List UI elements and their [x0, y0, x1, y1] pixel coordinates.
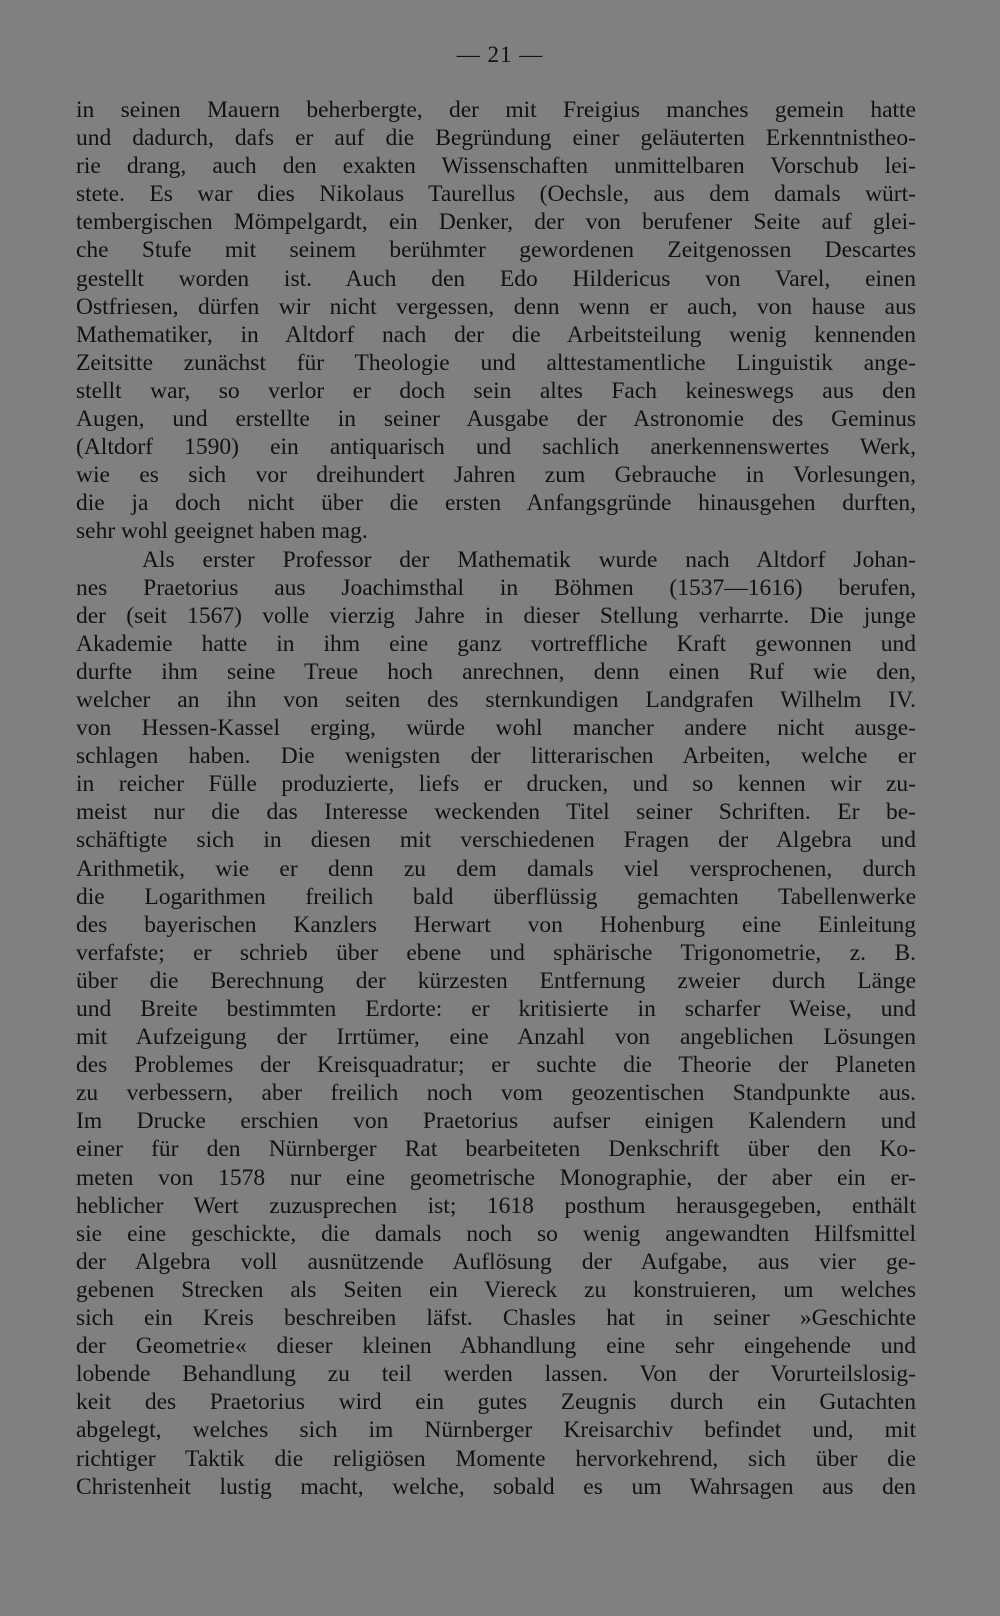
text-line: mit Aufzeigung der Irrtümer, eine Anzahl von angeblichen Lösungen [76, 1024, 916, 1051]
text-line: sich ein Kreis beschreiben läfst. Chasles hat in seiner »Geschichte [76, 1305, 916, 1332]
text-line: der Algebra voll ausnützende Auflösung der Aufgabe, aus vier ge- [76, 1248, 916, 1275]
text-line: sehr wohl geeignet haben mag. [76, 518, 368, 545]
text-line: gestellt worden ist. Auch den Edo Hildericus von Varel, einen [76, 265, 916, 292]
text-line: richtiger Taktik die religiösen Momente hervorkehrend, sich über die [76, 1445, 916, 1472]
text-line: meten von 1578 nur eine geometrische Monographie, der aber ein er- [76, 1164, 916, 1191]
text-line: von Hessen-Kassel erging, würde wohl mancher andere nicht ausge- [76, 715, 916, 742]
text-line: und dadurch, dafs er auf die Begründung einer geläuterten Erkenntnistheo- [76, 125, 916, 152]
text-line: verfafste; er schrieb über ebene und sphärische Trigonometrie, z. B. [76, 939, 916, 966]
text-line: Arithmetik, wie er denn zu dem damals viel versprochenen, durch [76, 855, 916, 882]
text-line: tembergischen Mömpelgardt, ein Denker, der von berufener Seite auf glei- [76, 209, 916, 236]
text-line: stellt war, so verlor er doch sein altes Fach keineswegs aus den [76, 377, 916, 404]
text-line: Augen, und erstellte in seiner Ausgabe der Astronomie des Geminus [76, 406, 916, 433]
text-line: des bayerischen Kanzlers Herwart von Hohenburg eine Einleitung [76, 911, 916, 938]
text-line: rie drang, auch den exakten Wissenschaften unmittelbaren Vorschub lei- [76, 153, 916, 180]
text-line: che Stufe mit seinem berühmter gewordenen Zeitgenossen Descartes [76, 237, 916, 264]
text-line: Mathematiker, in Altdorf nach der die Arbeitsteilung wenig kennenden [76, 321, 916, 348]
text-line: in reicher Fülle produzierte, liefs er drucken, und so kennen wir zu- [76, 771, 916, 798]
text-line: über die Berechnung der kürzesten Entfernung zweier durch Länge [76, 967, 916, 994]
text-line: stete. Es war dies Nikolaus Taurellus (Oechsle, aus dem damals würt- [76, 181, 916, 208]
page-number: — 21 — [456, 42, 544, 67]
text-line: wie es sich vor dreihundert Jahren zum Gebrauche in Vorlesungen, [76, 462, 916, 489]
text-line: keit des Praetorius wird ein gutes Zeugnis durch ein Gutachten [76, 1389, 916, 1416]
text-line: heblicher Wert zuzusprechen ist; 1618 posthum herausgegeben, enthält [76, 1192, 916, 1219]
text-line: der (seit 1567) volle vierzig Jahre in dieser Stellung verharrte. Die junge [76, 602, 916, 629]
text-line: Akademie hatte in ihm eine ganz vortreffliche Kraft gewonnen und [76, 630, 916, 657]
text-line: sie eine geschickte, die damals noch so wenig angewandten Hilfsmittel [76, 1220, 916, 1247]
text-line: des Problemes der Kreisquadratur; er suchte die Theorie der Planeten [76, 1052, 916, 1079]
text-line: einer für den Nürnberger Rat bearbeiteten Denkschrift über den Ko- [76, 1136, 916, 1163]
text-line: Ostfriesen, dürfen wir nicht vergessen, denn wenn er auch, von hause aus [76, 293, 916, 320]
text-line: Zeitsitte zunächst für Theologie und alttestamentliche Linguistik ange- [76, 349, 916, 376]
text-line: und Breite bestimmten Erdorte: er kritisierte in scharfer Weise, und [76, 996, 916, 1022]
text-line: nes Praetorius aus Joachimsthal in Böhmen (1537—1616) berufen, [76, 574, 916, 601]
text-line: Christenheit lustig macht, welche, sobald es um Wahrsagen aus den [76, 1473, 916, 1500]
text-line: lobende Behandlung zu teil werden lassen. Von der Vorurteilslosig- [76, 1361, 916, 1388]
text-line: der Geometrie« dieser kleinen Abhandlung eine sehr eingehende und [76, 1333, 916, 1360]
text-line: Im Drucke erschien von Praetorius aufser einigen Kalendern und [76, 1108, 916, 1135]
text-line: Als erster Professor der Mathematik wurde nach Altdorf Johan- [142, 546, 916, 573]
text-line: schlagen haben. Die wenigsten der litterarischen Arbeiten, welche er [76, 743, 916, 770]
body-text [76, 96, 916, 1501]
text-line: in seinen Mauern beherbergte, der mit Freigius manches gemein hatte [76, 97, 916, 123]
text-line: (Altdorf 1590) ein antiquarisch und sachlich anerkennenswertes Werk, [76, 434, 916, 461]
text-line: durfte ihm seine Treue hoch anrechnen, denn einen Ruf wie den, [76, 658, 916, 685]
text-line: meist nur die das Interesse weckenden Titel seiner Schriften. Er be- [76, 799, 916, 826]
text-line: zu verbessern, aber freilich noch vom geozentischen Standpunkte aus. [76, 1080, 916, 1107]
text-line: welcher an ihn von seiten des sternkundigen Landgrafen Wilhelm IV. [76, 686, 916, 713]
text-line: abgelegt, welches sich im Nürnberger Kreisarchiv befindet und, mit [76, 1417, 916, 1444]
text-line: die ja doch nicht über die ersten Anfangsgründe hinausgehen durften, [76, 490, 916, 517]
text-line: schäftigte sich in diesen mit verschiedenen Fragen der Algebra und [76, 827, 916, 854]
text-line: gebenen Strecken als Seiten ein Viereck zu konstruieren, um welches [76, 1276, 916, 1303]
text-line: die Logarithmen freilich bald überflüssig gemachten Tabellenwerke [76, 883, 916, 910]
